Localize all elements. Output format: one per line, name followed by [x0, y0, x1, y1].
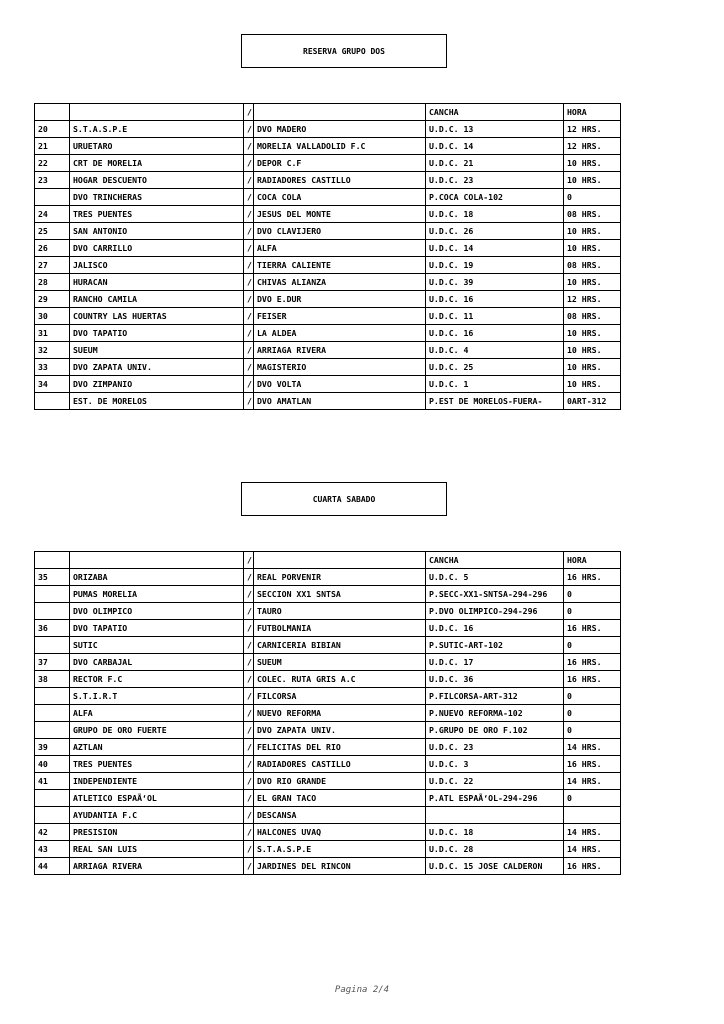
cell-home: S.T.A.S.P.E — [70, 121, 244, 138]
cell-hora: 10 HRS. — [564, 223, 621, 240]
cell-hora: 0 — [564, 722, 621, 739]
cell-num — [35, 393, 70, 410]
cell-hora: 14 HRS. — [564, 841, 621, 858]
cell-home: INDEPENDIENTE — [70, 773, 244, 790]
cell-away: SUEUM — [254, 654, 426, 671]
cell-num: 31 — [35, 325, 70, 342]
cell-away: DEPOR C.F — [254, 155, 426, 172]
cell-away: DVO MADERO — [254, 121, 426, 138]
table-row — [35, 671, 621, 688]
table-row — [35, 722, 621, 739]
cell-home: HURACAN — [70, 274, 244, 291]
cell-sep: / — [244, 240, 254, 257]
cell-cancha: U.D.C. 23 — [426, 172, 564, 189]
cell-sep: / — [244, 858, 254, 875]
page-number: Pagina 2/4 — [334, 985, 390, 995]
cell-home: DVO TAPATIO — [70, 620, 244, 637]
cell-home: DVO TAPATIO — [70, 325, 244, 342]
cell-hora: 10 HRS. — [564, 172, 621, 189]
cell-sep: / — [244, 138, 254, 155]
table-row — [35, 654, 621, 671]
cell-hora: 0ART-312 — [564, 393, 621, 410]
cell-away: FUTBOLMANIA — [254, 620, 426, 637]
section-title-cuarta-sabado: CUARTA SABADO — [241, 482, 447, 516]
cell-sep: / — [244, 620, 254, 637]
cell-sep: / — [244, 172, 254, 189]
table-row — [35, 705, 621, 722]
cell-num: 44 — [35, 858, 70, 875]
cell-cancha — [426, 807, 564, 824]
cell-num — [35, 807, 70, 824]
table-row — [35, 257, 621, 274]
cell-num — [35, 586, 70, 603]
cell-sep: / — [244, 722, 254, 739]
cell-hora: 16 HRS. — [564, 756, 621, 773]
cell-hora — [564, 807, 621, 824]
cell-home: GRUPO DE ORO FUERTE — [70, 722, 244, 739]
cell-num: 32 — [35, 342, 70, 359]
cell-away: JARDINES DEL RINCON — [254, 858, 426, 875]
cell-cancha: P.FILCORSA-ART-312 — [426, 688, 564, 705]
cell-cancha: U.D.C. 25 — [426, 359, 564, 376]
cell-away: S.T.A.S.P.E — [254, 841, 426, 858]
table-row — [35, 206, 621, 223]
cell-sep: / — [244, 308, 254, 325]
cell-away: CHIVAS ALIANZA — [254, 274, 426, 291]
cell-cancha: U.D.C. 28 — [426, 841, 564, 858]
cell-cancha: P.SUTIC-ART-102 — [426, 637, 564, 654]
cell-cancha: U.D.C. 23 — [426, 739, 564, 756]
table-row — [35, 291, 621, 308]
table-row — [35, 138, 621, 155]
cell-away: TAURO — [254, 603, 426, 620]
cell-away: DVO RIO GRANDE — [254, 773, 426, 790]
cell-sep: / — [244, 359, 254, 376]
table-row — [35, 376, 621, 393]
cell-cancha: U.D.C. 5 — [426, 569, 564, 586]
cell-num: 39 — [35, 739, 70, 756]
cell-away: HALCONES UVAQ — [254, 824, 426, 841]
cell-home: SUTIC — [70, 637, 244, 654]
cell-home: PRESISION — [70, 824, 244, 841]
cell-cancha: P.ATL ESPAÃ‘OL-294-296 — [426, 790, 564, 807]
cell-num: 21 — [35, 138, 70, 155]
cell-sep: / — [244, 206, 254, 223]
cell-home: ORIZABA — [70, 569, 244, 586]
cell-cancha: U.D.C. 18 — [426, 824, 564, 841]
cell-num: 24 — [35, 206, 70, 223]
cell-hora: 16 HRS. — [564, 671, 621, 688]
table-row — [35, 342, 621, 359]
cell-sep: / — [244, 104, 254, 121]
cell-away: FILCORSA — [254, 688, 426, 705]
cell-cancha: U.D.C. 4 — [426, 342, 564, 359]
cell-num: 36 — [35, 620, 70, 637]
cell-hora: 10 HRS. — [564, 342, 621, 359]
cell-cancha: U.D.C. 1 — [426, 376, 564, 393]
cell-away: MAGISTERIO — [254, 359, 426, 376]
cell-away: RADIADORES CASTILLO — [254, 172, 426, 189]
cell-away: ARRIAGA RIVERA — [254, 342, 426, 359]
cell-hora: 10 HRS. — [564, 376, 621, 393]
cell-cancha: U.D.C. 13 — [426, 121, 564, 138]
cell-home: SUEUM — [70, 342, 244, 359]
cell-num: 28 — [35, 274, 70, 291]
cell-cancha: U.D.C. 19 — [426, 257, 564, 274]
cell-hora: 10 HRS. — [564, 240, 621, 257]
table-header-row — [35, 552, 621, 569]
cell-sep: / — [244, 654, 254, 671]
cell-cancha: U.D.C. 26 — [426, 223, 564, 240]
cell-home: AYUDANTIA F.C — [70, 807, 244, 824]
cell-num: 40 — [35, 756, 70, 773]
table-row — [35, 756, 621, 773]
cell-sep: / — [244, 586, 254, 603]
cell-home: DVO CARBAJAL — [70, 654, 244, 671]
cell-sep: / — [244, 155, 254, 172]
cell-sep: / — [244, 671, 254, 688]
table-row — [35, 308, 621, 325]
cell-hora: 14 HRS. — [564, 739, 621, 756]
cell-num: 20 — [35, 121, 70, 138]
table-row — [35, 807, 621, 824]
cell-away: TIERRA CALIENTE — [254, 257, 426, 274]
cell-home: URUETARO — [70, 138, 244, 155]
cell-sep: / — [244, 376, 254, 393]
cell-num: 42 — [35, 824, 70, 841]
cell-home: EST. DE MORELOS — [70, 393, 244, 410]
cell-num: 30 — [35, 308, 70, 325]
cell-hora: 10 HRS. — [564, 359, 621, 376]
cell-home: ALFA — [70, 705, 244, 722]
cell-hora: 16 HRS. — [564, 858, 621, 875]
cell-cancha: CANCHA — [426, 552, 564, 569]
cell-sep: / — [244, 552, 254, 569]
cell-sep: / — [244, 325, 254, 342]
cell-cancha: U.D.C. 39 — [426, 274, 564, 291]
cell-hora: 08 HRS. — [564, 257, 621, 274]
cell-away: EL GRAN TACO — [254, 790, 426, 807]
cell-hora: 10 HRS. — [564, 155, 621, 172]
cell-cancha: U.D.C. 22 — [426, 773, 564, 790]
table-header-row — [35, 104, 621, 121]
cell-away: FEISER — [254, 308, 426, 325]
table-row — [35, 240, 621, 257]
cell-away — [254, 552, 426, 569]
cell-cancha: P.NUEVO REFORMA-102 — [426, 705, 564, 722]
cell-num: 23 — [35, 172, 70, 189]
cell-home — [70, 104, 244, 121]
cell-sep: / — [244, 257, 254, 274]
table-row — [35, 603, 621, 620]
cell-cancha: U.D.C. 16 — [426, 620, 564, 637]
table-row — [35, 841, 621, 858]
cell-sep: / — [244, 603, 254, 620]
cell-away: ALFA — [254, 240, 426, 257]
fixtures-table-cuarta-sabado — [34, 551, 621, 875]
table-row — [35, 620, 621, 637]
cell-num: 29 — [35, 291, 70, 308]
cell-home: TRES PUENTES — [70, 756, 244, 773]
cell-home — [70, 552, 244, 569]
cell-hora: 0 — [564, 189, 621, 206]
cell-home: DVO ZAPATA UNIV. — [70, 359, 244, 376]
fixtures-table-reserva — [34, 103, 621, 410]
cell-cancha: U.D.C. 11 — [426, 308, 564, 325]
table-row — [35, 824, 621, 841]
cell-num: 34 — [35, 376, 70, 393]
cell-hora: 0 — [564, 705, 621, 722]
cell-sep: / — [244, 790, 254, 807]
cell-home: TRES PUENTES — [70, 206, 244, 223]
cell-away: DVO VOLTA — [254, 376, 426, 393]
cell-cancha: U.D.C. 16 — [426, 325, 564, 342]
cell-num: 41 — [35, 773, 70, 790]
cell-num: 43 — [35, 841, 70, 858]
cell-away — [254, 104, 426, 121]
cell-num: 38 — [35, 671, 70, 688]
cell-num — [35, 603, 70, 620]
cell-hora: 14 HRS. — [564, 824, 621, 841]
cell-hora: 14 HRS. — [564, 773, 621, 790]
cell-home: PUMAS MORELIA — [70, 586, 244, 603]
cell-cancha: U.D.C. 36 — [426, 671, 564, 688]
cell-sep: / — [244, 773, 254, 790]
cell-away: FELICITAS DEL RIO — [254, 739, 426, 756]
cell-cancha: U.D.C. 15 JOSE CALDERON — [426, 858, 564, 875]
table-row — [35, 223, 621, 240]
cell-num — [35, 189, 70, 206]
cell-hora: 0 — [564, 790, 621, 807]
cell-home: DVO TRINCHERAS — [70, 189, 244, 206]
cell-home: RANCHO CAMILA — [70, 291, 244, 308]
cell-num — [35, 552, 70, 569]
cell-away: DVO AMATLAN — [254, 393, 426, 410]
table-row — [35, 739, 621, 756]
table-row — [35, 121, 621, 138]
cell-hora: 08 HRS. — [564, 206, 621, 223]
cell-home: RECTOR F.C — [70, 671, 244, 688]
table-row — [35, 790, 621, 807]
cell-sep: / — [244, 688, 254, 705]
cell-hora: 16 HRS. — [564, 569, 621, 586]
cell-num: 37 — [35, 654, 70, 671]
cell-hora: 0 — [564, 688, 621, 705]
cell-sep: / — [244, 189, 254, 206]
cell-away: DESCANSA — [254, 807, 426, 824]
cell-hora: 16 HRS. — [564, 620, 621, 637]
cell-away: REAL PORVENIR — [254, 569, 426, 586]
cell-sep: / — [244, 274, 254, 291]
table-row — [35, 773, 621, 790]
section-title-reserva: RESERVA GRUPO DOS — [241, 34, 447, 68]
cell-home: ARRIAGA RIVERA — [70, 858, 244, 875]
cell-sep: / — [244, 121, 254, 138]
cell-hora: 12 HRS. — [564, 121, 621, 138]
cell-away: DVO E.DUR — [254, 291, 426, 308]
cell-hora: 12 HRS. — [564, 138, 621, 155]
cell-sep: / — [244, 637, 254, 654]
cell-away: LA ALDEA — [254, 325, 426, 342]
table-row — [35, 189, 621, 206]
cell-away: NUEVO REFORMA — [254, 705, 426, 722]
cell-sep: / — [244, 756, 254, 773]
cell-home: ATLETICO ESPAÃ‘OL — [70, 790, 244, 807]
cell-away: DVO ZAPATA UNIV. — [254, 722, 426, 739]
table-row — [35, 325, 621, 342]
cell-home: COUNTRY LAS HUERTAS — [70, 308, 244, 325]
cell-cancha: U.D.C. 3 — [426, 756, 564, 773]
cell-cancha: U.D.C. 16 — [426, 291, 564, 308]
cell-sep: / — [244, 807, 254, 824]
cell-sep: / — [244, 705, 254, 722]
cell-num: 26 — [35, 240, 70, 257]
table-row — [35, 274, 621, 291]
cell-sep: / — [244, 841, 254, 858]
cell-cancha: U.D.C. 14 — [426, 240, 564, 257]
cell-cancha: P.DVO OLIMPICO-294-296 — [426, 603, 564, 620]
cell-home: AZTLAN — [70, 739, 244, 756]
cell-num: 35 — [35, 569, 70, 586]
table-row — [35, 155, 621, 172]
cell-num — [35, 722, 70, 739]
table-row — [35, 688, 621, 705]
cell-away: COCA COLA — [254, 189, 426, 206]
cell-home: SAN ANTONIO — [70, 223, 244, 240]
cell-cancha: U.D.C. 18 — [426, 206, 564, 223]
cell-hora: 08 HRS. — [564, 308, 621, 325]
cell-away: DVO CLAVIJERO — [254, 223, 426, 240]
cell-cancha: CANCHA — [426, 104, 564, 121]
cell-home: CRT DE MORELIA — [70, 155, 244, 172]
cell-cancha: U.D.C. 21 — [426, 155, 564, 172]
cell-sep: / — [244, 291, 254, 308]
cell-home: DVO CARRILLO — [70, 240, 244, 257]
table-row — [35, 637, 621, 654]
cell-sep: / — [244, 824, 254, 841]
cell-sep: / — [244, 342, 254, 359]
cell-cancha: U.D.C. 14 — [426, 138, 564, 155]
cell-home: JALISCO — [70, 257, 244, 274]
cell-sep: / — [244, 739, 254, 756]
cell-sep: / — [244, 393, 254, 410]
cell-sep: / — [244, 569, 254, 586]
table-row — [35, 858, 621, 875]
cell-num — [35, 790, 70, 807]
cell-hora: 0 — [564, 603, 621, 620]
cell-hora: 10 HRS. — [564, 325, 621, 342]
cell-hora: 12 HRS. — [564, 291, 621, 308]
table-row — [35, 586, 621, 603]
table-row — [35, 359, 621, 376]
cell-hora: 0 — [564, 586, 621, 603]
cell-hora: HORA — [564, 104, 621, 121]
cell-home: DVO ZIMPANIO — [70, 376, 244, 393]
cell-away: CARNICERIA BIBIAN — [254, 637, 426, 654]
table-row — [35, 393, 621, 410]
cell-num — [35, 688, 70, 705]
cell-num: 27 — [35, 257, 70, 274]
cell-home: REAL SAN LUIS — [70, 841, 244, 858]
cell-cancha: U.D.C. 17 — [426, 654, 564, 671]
cell-num: 25 — [35, 223, 70, 240]
cell-hora: 16 HRS. — [564, 654, 621, 671]
cell-hora: HORA — [564, 552, 621, 569]
cell-hora: 0 — [564, 637, 621, 654]
cell-cancha: P.GRUPO DE ORO F.102 — [426, 722, 564, 739]
cell-away: MORELIA VALLADOLID F.C — [254, 138, 426, 155]
cell-hora: 10 HRS. — [564, 274, 621, 291]
cell-home: HOGAR DESCUENTO — [70, 172, 244, 189]
cell-away: COLEC. RUTA GRIS A.C — [254, 671, 426, 688]
cell-home: S.T.I.R.T — [70, 688, 244, 705]
cell-sep: / — [244, 223, 254, 240]
cell-home: DVO OLIMPICO — [70, 603, 244, 620]
cell-num — [35, 104, 70, 121]
cell-away: JESUS DEL MONTE — [254, 206, 426, 223]
cell-cancha: P.COCA COLA-102 — [426, 189, 564, 206]
cell-away: SECCION XX1 SNTSA — [254, 586, 426, 603]
cell-cancha: P.EST DE MORELOS-FUERA- — [426, 393, 564, 410]
cell-num: 22 — [35, 155, 70, 172]
table-row — [35, 172, 621, 189]
cell-away: RADIADORES CASTILLO — [254, 756, 426, 773]
cell-num — [35, 705, 70, 722]
cell-num: 33 — [35, 359, 70, 376]
table-row — [35, 569, 621, 586]
cell-cancha: P.SECC-XX1-SNTSA-294-296 — [426, 586, 564, 603]
cell-num — [35, 637, 70, 654]
